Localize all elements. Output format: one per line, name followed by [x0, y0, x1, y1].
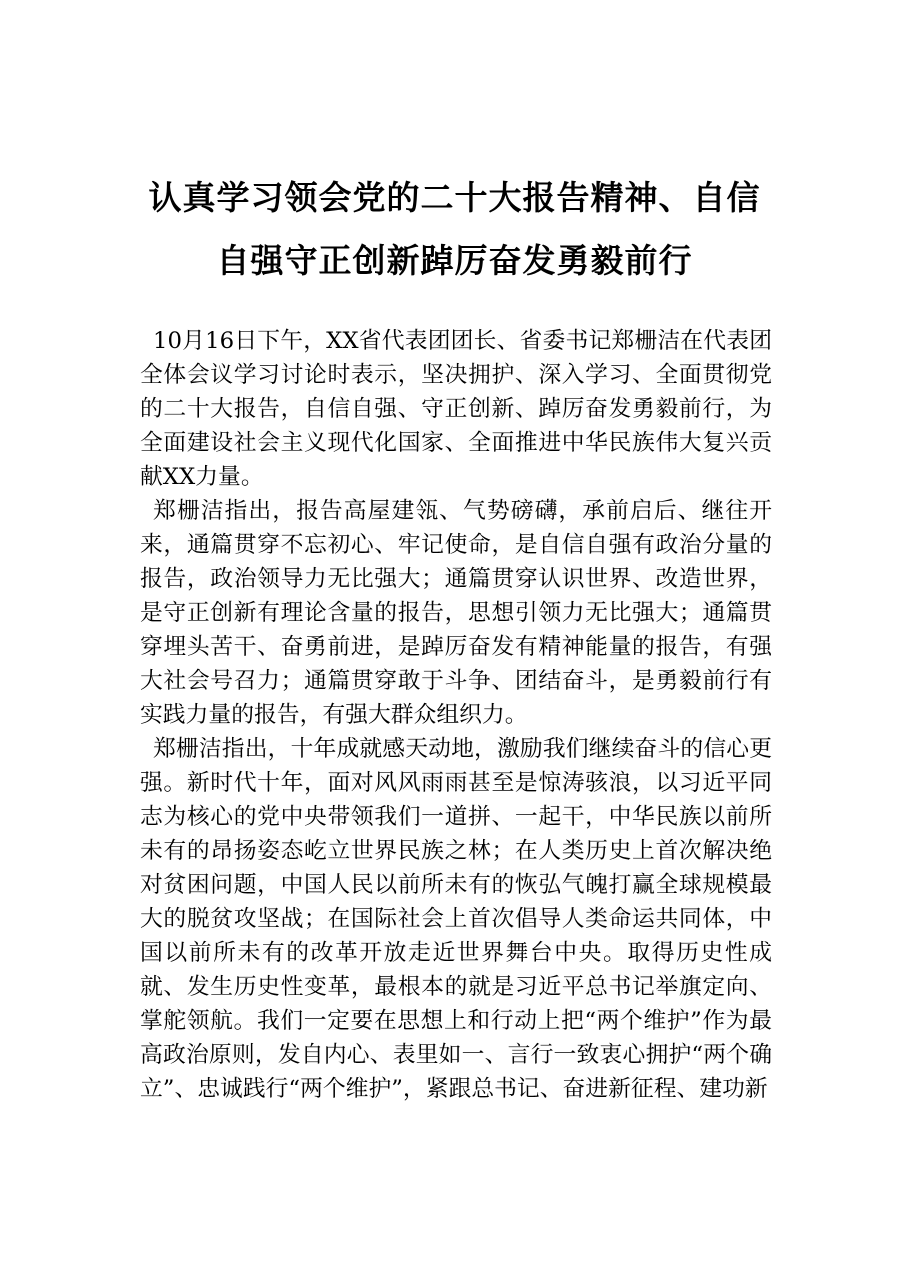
- document-title-line-2: 自强守正创新踔厉奋发勇毅前行: [216, 241, 693, 280]
- document-body: [140, 324, 772, 1106]
- paragraph-2: 郑栅洁指出，报告高屋建瓴、气势磅礴，承前启后、继往开来，通篇贯穿不忘初心、牢记使命，是自信自强有政治分量的报告，政治领导力无比强大；通篇贯穿认识世界、改造世界，是守正创新有理论含量的报告，思想引领力无比强大；通篇贯穿埋头苦干、奋勇前进，是踔厉奋发有精神能量的报告，有强大社会号召力；通篇贯穿敢于斗争、团结奋斗，是勇毅前行有实践力量的报告，有强大群众组织力。: [140, 498, 772, 728]
- paragraph-3: 郑栅洁指出，十年成就感天动地，激励我们继续奋斗的信心更强。新时代十年，面对风风雨雨甚至是惊涛骇浪，以习近平同志为核心的党中央带领我们一道拼、一起干，中华民族以前所未有的昂扬姿态屹立世界民族之林；在人类历史上首次解决绝对贫困问题，中国人民以前所未有的恢弘气魄打赢全球规模最大的脱贫攻坚战；在国际社会上首次倡导人类命运共同体，中国以前所未有的改革开放走近世界舞台中央。取得历史性成就、发生历史性变革，最根本的就是习近平总书记举旗定向、掌舵领航。我们一定要在思想上和行动上把“两个维护”作为最高政治原则，发自内心、表里如一、言行一致衷心拥护“两个确立”、忠诚践行“两个维护”，紧跟总书记、奋进新征程、建功新: [140, 736, 772, 1102]
- document-title-line-1: 认真学习领会党的二十大报告精神、自信: [148, 178, 761, 217]
- paragraph-1: 10月16日下午，XX省代表团团长、省委书记郑栅洁在代表团全体会议学习讨论时表示，坚决拥护、深入学习、全面贯彻党的二十大报告，自信自强、守正创新、踔厉奋发勇毅前行，为全面建设社会主义现代化国家、全面推进中华民族伟大复兴贡献XX力量。: [140, 328, 772, 490]
